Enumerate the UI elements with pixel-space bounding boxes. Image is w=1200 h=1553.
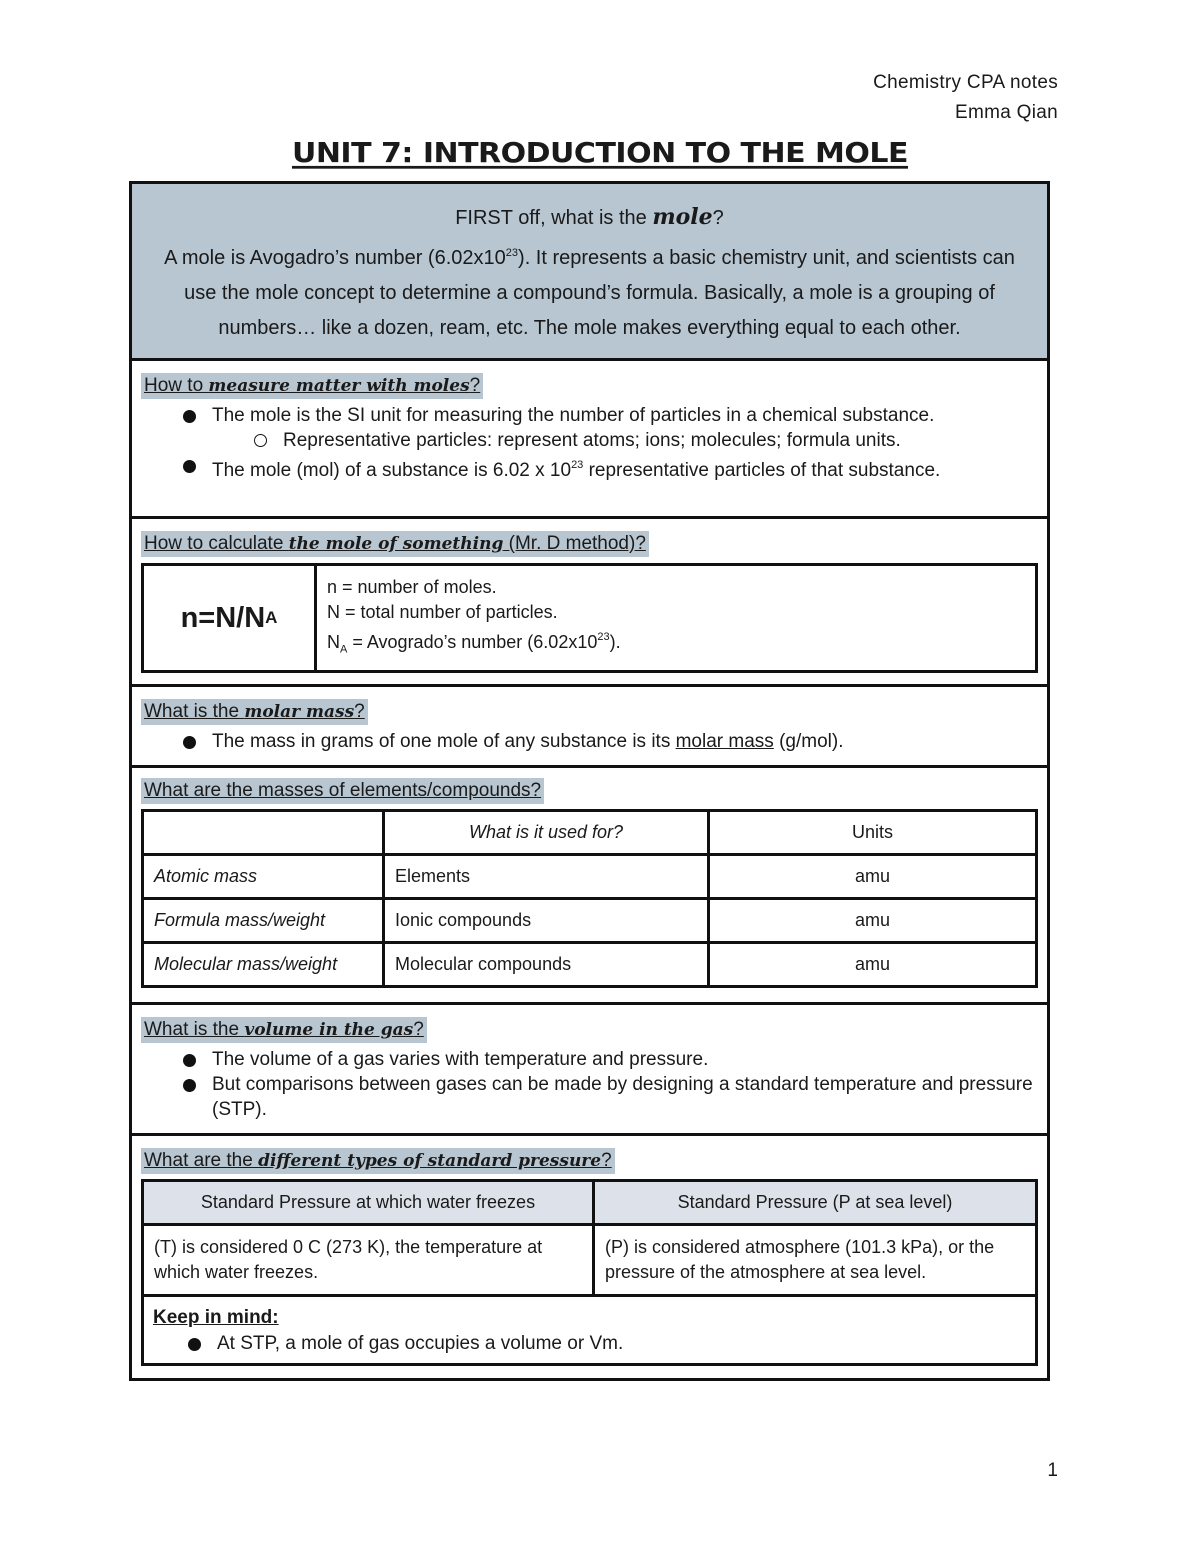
calculate-question: How to calculate the mole of something (Mr. D method)?: [141, 531, 649, 557]
header-course: Chemistry CPA notes: [873, 72, 1058, 93]
keep-in-mind-title: Keep in mind:: [153, 1307, 279, 1328]
mole-word: mole: [652, 204, 713, 230]
intro-text: A mole is Avogadro’s number $(6.02x10^{23})$. It represents a basic chemistry unit, and scientists can use the mole concept to determine a compound’s formula. Basically, a mole is a grouping of numbers… like a dozen, ream, etc. The mole makes everything equal to each other.: [164, 247, 1015, 339]
molar-section: [132, 684, 1047, 765]
keep-bullets: [153, 1331, 1026, 1356]
volume-section: [132, 1002, 1047, 1133]
list-item: The mass in grams of one mole of any substance is its molar mass (g/mol).: [183, 729, 1038, 754]
table-row: (T) is considered 0 C (273 K), the temperature at which water freezes. (P) is considered atmosphere (101.3 kPa), or the pressure of the atmosphere at sea level.: [143, 1225, 1037, 1296]
notes-sheet: [129, 181, 1050, 1381]
page-number: 1: [1047, 1460, 1058, 1481]
formula-box: [141, 563, 1038, 673]
measure-section: [132, 358, 1047, 516]
table-header-row: What is it used for? Units: [143, 811, 1037, 855]
calculate-section: [132, 516, 1047, 684]
list-item: The mole is the SI unit for measuring the number of particles in a chemical substance. Representative particles: represent atoms; ions; molecules; formula units.: [183, 403, 1038, 453]
intro-question: FIRST off, what is the mole?: [455, 204, 724, 230]
volume-bullets: [141, 1047, 1038, 1122]
pressure-question: What are the different types of standard pressure?: [141, 1148, 615, 1174]
formula: n=N/N A: [144, 566, 317, 670]
keep-in-mind-box: [141, 1297, 1038, 1366]
pressure-table: [141, 1179, 1038, 1297]
masses-section: [132, 765, 1047, 1002]
intro-section: [132, 184, 1047, 358]
table-row: Formula mass/weight Ionic compounds amu: [143, 899, 1037, 943]
list-item: The volume of a gas varies with temperature and pressure.: [183, 1047, 1038, 1072]
measure-question: How to measure matter with moles?: [141, 373, 483, 399]
molar-bullets: [141, 729, 1038, 754]
header-author: Emma Qian: [954, 102, 1058, 123]
masses-table: [141, 809, 1038, 988]
list-subitem: Representative particles: represent atoms; ions; molecules; formula units.: [254, 428, 1038, 453]
measure-bullets: [141, 403, 1038, 483]
list-item: The mole (mol) of a substance is 6.02 x $10^{23}$ representative particles of that substance.: [183, 453, 1038, 483]
table-header-row: Standard Pressure at which water freezes Standard Pressure (P at sea level): [143, 1181, 1037, 1225]
molar-question: What is the molar mass?: [141, 699, 368, 725]
table-row: Molecular mass/weight Molecular compounds amu: [143, 943, 1037, 987]
list-item: But comparisons between gases can be made by designing a standard temperature and pressure (STP).: [183, 1072, 1038, 1122]
masses-question: What are the masses of elements/compounds?: [141, 778, 544, 804]
page-title: UNIT 7: INTRODUCTION TO THE MOLE: [291, 137, 909, 170]
formula-definitions: n = number of moles. N = total number of particles. $N_A$ = Avogrado’s number $(6.02x10^{23})$.: [327, 577, 621, 656]
table-row: Atomic mass Elements amu: [143, 855, 1037, 899]
volume-question: What is the volume in the gas?: [141, 1017, 427, 1043]
pressure-section: [132, 1133, 1047, 1378]
list-item: At STP, a mole of gas occupies a volume or Vm.: [188, 1331, 1026, 1356]
